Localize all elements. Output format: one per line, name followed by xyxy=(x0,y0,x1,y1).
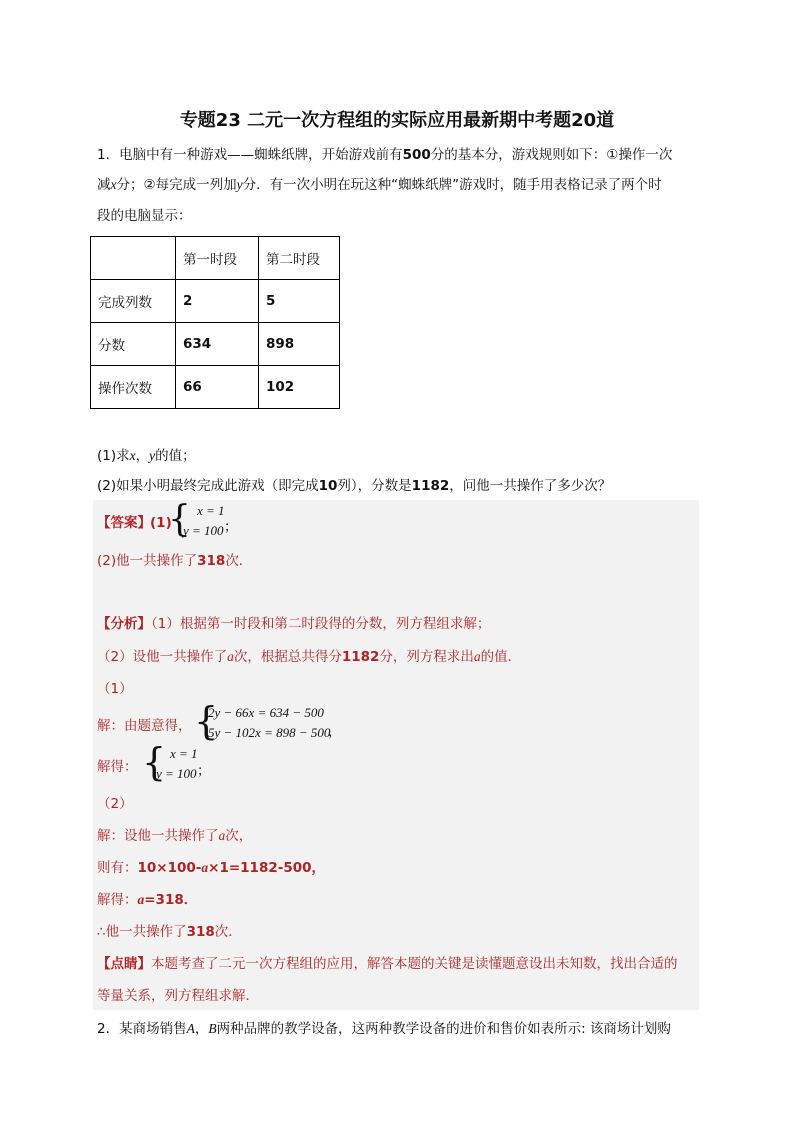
sub-q2-text: (2)如果小明最终完成此游戏（即完成 xyxy=(97,478,319,494)
sub-question-1 xyxy=(97,445,196,467)
comment-line-2: 等量关系，列方程组求解． xyxy=(97,988,259,1004)
comment-line-1 xyxy=(97,953,678,975)
answer-eq-2: y = 100 xyxy=(183,523,224,538)
solution-2-result: =318． xyxy=(144,892,198,908)
analysis-total: 1182 xyxy=(341,649,380,665)
solution-1-solve: 解得： xyxy=(97,759,138,775)
answer-part2-text: (2)他一共操作了 xyxy=(97,553,198,569)
analysis-text: 分，列方程求出 xyxy=(379,649,474,665)
answer-part1-prefix: (1) xyxy=(150,515,172,531)
solution-2-expr: 10×100- xyxy=(137,860,202,876)
q1-text: 分；②每完成一列加 xyxy=(116,177,237,193)
var-a: a xyxy=(218,828,226,843)
answer-system xyxy=(183,501,225,541)
solution-1-res-1: x = 1 xyxy=(170,746,198,761)
answer-brace: { xyxy=(168,499,191,540)
q1-base-score: 500 xyxy=(402,147,431,163)
table-cell: 102 xyxy=(259,366,340,409)
analysis-text: 的值． xyxy=(480,649,522,665)
answer-part2 xyxy=(97,550,252,572)
table-cell: 2 xyxy=(176,280,259,323)
table-row-label: 分数 xyxy=(91,323,176,366)
var-a: a xyxy=(227,649,234,664)
comment-label: 【点睛】 xyxy=(97,956,151,972)
answer-eq-1: x = 1 xyxy=(197,503,225,518)
q2-sep: ， xyxy=(194,1021,209,1037)
var-B: B xyxy=(208,1021,217,1036)
solution-1-head: （1） xyxy=(97,681,133,697)
var-y: y xyxy=(236,177,243,192)
q2-text: 2．某商场销售 xyxy=(97,1021,187,1037)
comment-text: 本题考查了二元一次方程组的应用，解答本题的关键是读懂题意设出未知数，找出合适的 xyxy=(151,956,678,972)
solution-2-line-2 xyxy=(97,857,325,879)
table-row xyxy=(91,366,340,409)
solution-1-semicolon: ； xyxy=(197,763,211,779)
table-cell xyxy=(91,237,176,280)
var-a: a xyxy=(473,649,481,664)
solution-2-text: 次． xyxy=(214,924,242,940)
solution-1-brace: { xyxy=(194,699,219,743)
score-table xyxy=(90,236,340,409)
sub-q1-text: (1)求 xyxy=(97,448,130,464)
table-cell: 898 xyxy=(259,323,340,366)
q1-text: 1．电脑中有一种游戏——蜘蛛纸牌，开始游戏前有 xyxy=(97,147,403,163)
q2-text: 两种品牌的教学设备，这两种教学设备的进价和售价如表所示: 该商场计划购 xyxy=(216,1021,671,1037)
solution-2-text: 解：设他一共操作了 xyxy=(97,828,219,844)
q1-text: 分的基本分，游戏规则如下：①操作一次 xyxy=(430,147,673,163)
analysis-line-1 xyxy=(97,613,490,635)
solution-1-result-brace: { xyxy=(142,740,167,784)
sub-question-2 xyxy=(97,475,611,497)
solution-1-setup: 解：由题意得， xyxy=(97,718,192,734)
var-x: x xyxy=(110,177,117,192)
table-header-cell: 第二时段 xyxy=(259,237,340,280)
answer-label: 【答案】 xyxy=(97,515,151,531)
solution-2-head: （2） xyxy=(97,796,133,812)
sub-q1-text: 的值； xyxy=(155,448,196,464)
solution-2-line-1 xyxy=(97,825,252,847)
question-2-line-1 xyxy=(97,1018,671,1040)
solution-2-line-3 xyxy=(97,889,197,911)
analysis-text: （2）设他一共操作了 xyxy=(97,649,228,665)
sub-q2-text: ，问他一共操作了多少次？ xyxy=(449,478,612,494)
sub-q2-columns: 10 xyxy=(318,478,338,494)
analysis-text: （1）根据第一时段和第二时段得的分数，列方程组求解； xyxy=(151,616,491,632)
q1-text: 减 xyxy=(97,177,111,193)
solution-1-eq-2: 5y − 102x = 898 − 500 xyxy=(208,725,331,740)
analysis-line-2 xyxy=(97,646,521,668)
analysis-label: 【分析】 xyxy=(97,616,151,632)
answer-part2-num: 318 xyxy=(197,553,226,569)
var-a: a xyxy=(137,892,145,907)
table-row-label: 操作次数 xyxy=(91,366,176,409)
table-row xyxy=(91,237,340,280)
table-row xyxy=(91,280,340,323)
question-1-line-1 xyxy=(97,144,672,166)
solution-1-comma: ， xyxy=(328,724,342,740)
table-cell: 5 xyxy=(259,280,340,323)
page-title: 专题23 二元一次方程组的实际应用最新期中考题20道 xyxy=(179,110,615,131)
answer-part2-text: 次． xyxy=(225,553,253,569)
solution-1-system xyxy=(208,703,330,743)
var-x: x xyxy=(129,448,136,463)
solution-2-text: 次， xyxy=(225,828,253,844)
table-cell: 66 xyxy=(176,366,259,409)
sub-q2-text: 列），分数是 xyxy=(337,478,412,494)
sub-q1-sep: ， xyxy=(135,448,150,464)
table-header-cell: 第一时段 xyxy=(176,237,259,280)
table-row-label: 完成列数 xyxy=(91,280,176,323)
solution-2-text: 解得： xyxy=(97,892,138,908)
question-1-line-3: 段的电脑显示： xyxy=(97,208,192,224)
analysis-text: 次，根据总共得分 xyxy=(233,649,342,665)
solution-2-num: 318 xyxy=(186,924,215,940)
var-A: A xyxy=(186,1021,195,1036)
solution-2-text: ∴他一共操作了 xyxy=(97,924,187,940)
solution-2-expr: ×1=1182-500， xyxy=(208,860,326,876)
var-y: y xyxy=(149,448,156,463)
answer-semicolon: ； xyxy=(224,519,238,535)
table-cell: 634 xyxy=(176,323,259,366)
solution-1-eq-1: 2y − 66x = 634 − 500 xyxy=(208,705,324,720)
q1-text: 分．有一次小明在玩这种“蜘蛛纸牌”游戏时，随手用表格记录了两个时 xyxy=(242,177,662,193)
solution-2-line-4 xyxy=(97,921,242,943)
table-row xyxy=(91,323,340,366)
solution-2-text: 则有： xyxy=(97,860,138,876)
solution-1-res-2: y = 100 xyxy=(156,766,197,781)
question-1-line-2 xyxy=(97,174,662,196)
var-a: a xyxy=(201,860,209,875)
solution-1-result xyxy=(156,744,198,784)
sub-q2-score: 1182 xyxy=(411,478,450,494)
